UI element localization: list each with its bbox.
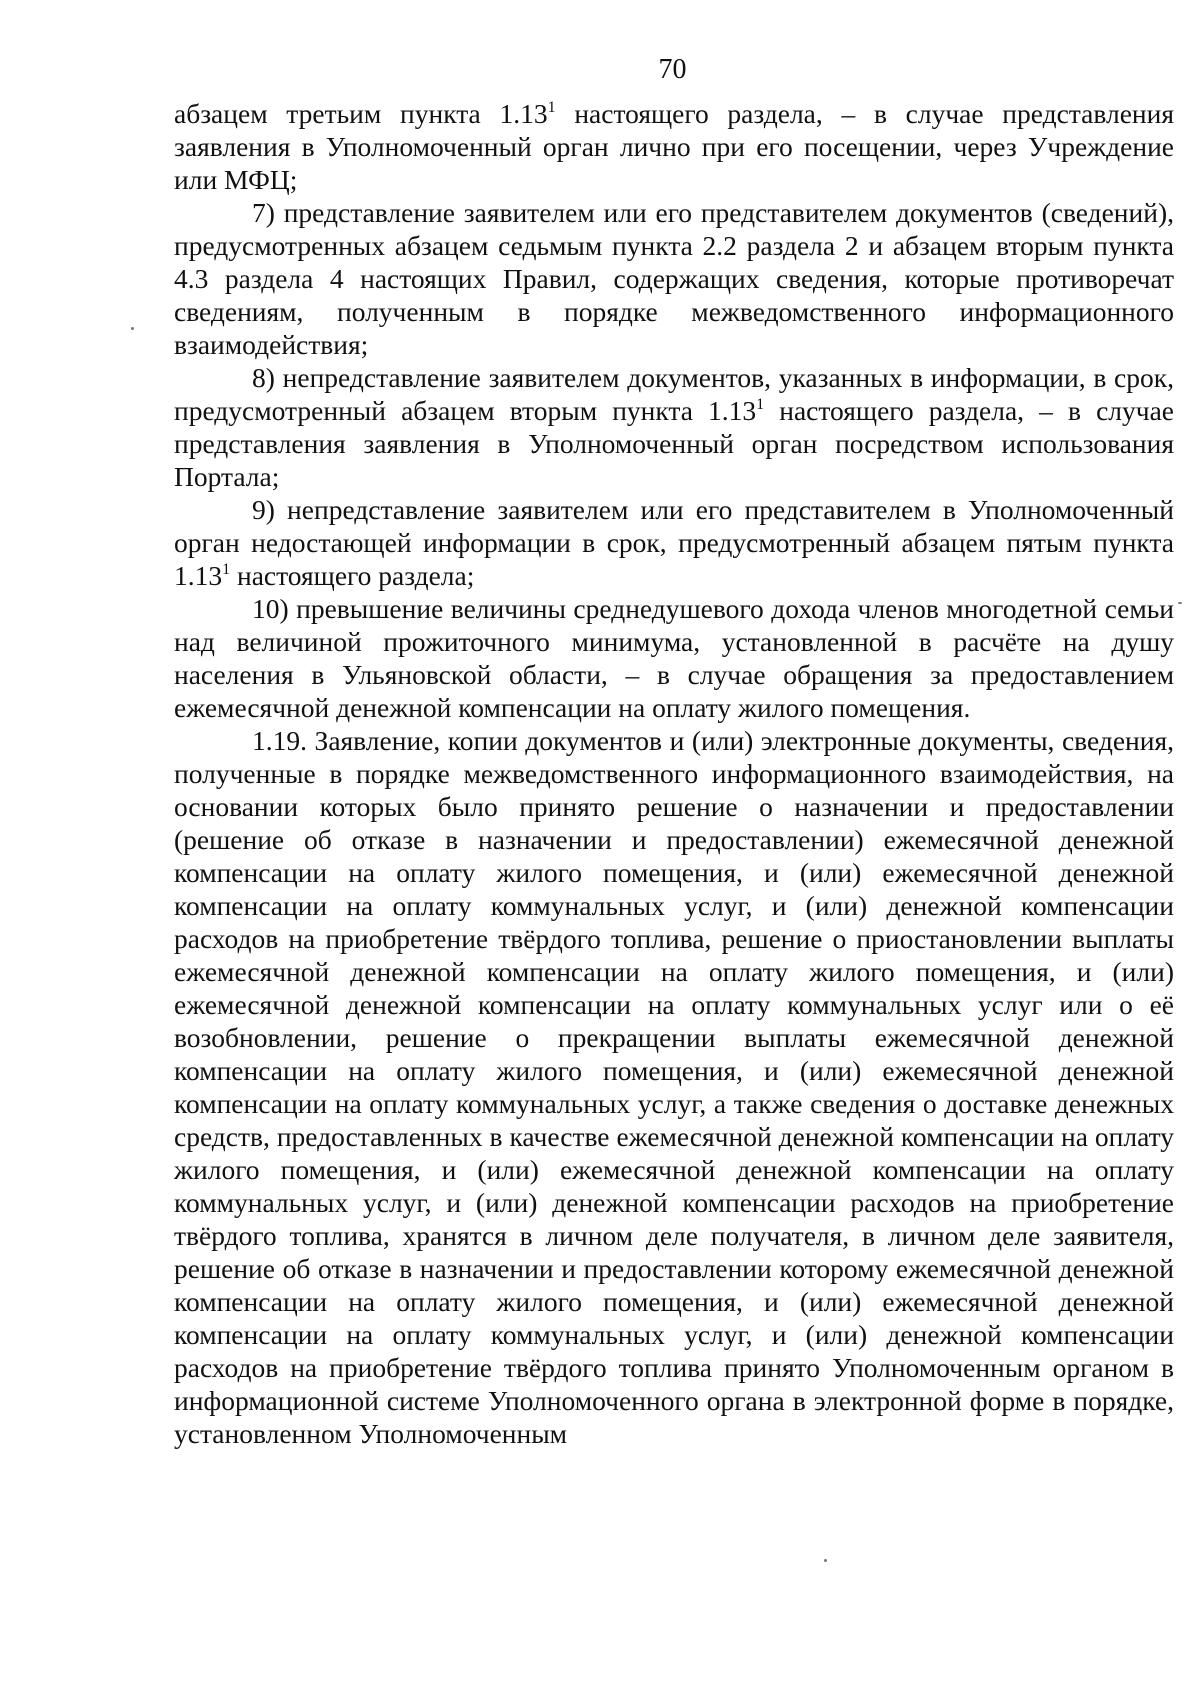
paragraph-text: абзацем третьим пункта 1.13 xyxy=(174,98,548,129)
paragraph-clause-1-19 xyxy=(174,724,1174,1450)
paragraph-text: 9) непредставление заявителем или его представителем в Уполномоченный орган недостающей информации в срок, предусмотренный абзацем пятым пункта 1.13 xyxy=(174,494,1174,591)
superscript-index: 1 xyxy=(222,561,231,578)
paragraph-text: настоящего раздела, – в случае представления заявления в Уполномоченный орган лично при его посещении, через Учреждение или МФЦ; xyxy=(174,98,1174,195)
paragraph-text: настоящего раздела, – в случае представления заявления в Уполномоченный орган посредством использования Портала; xyxy=(174,395,1174,492)
paragraph-text: 1.19. Заявление, копии документов и (или) электронные документы, сведения, полученные в порядке межведомственного информационного взаимодействия, на основании которых было принято решение о назначении и предоставлении (решение об отказе в назначении и предоставлении) ежемесячной денежной компенсации на оплату жилого помещения, и (или) ежемесячной денежной компенсации на оплату коммунальных услуг, и (или) денежной компенсации расходов на приобретение твёрдого топлива, решение о приостановлении выплаты ежемесячной денежной компенсации на оплату жилого помещения, и (или) ежемесячной денежной компенсации на оплату коммунальных услуг или о её возобновлении, решение о прекращении выплаты ежемесячной денежной компенсации на оплату жилого помещения, и (или) ежемесячной денежной компенсации на оплату коммунальных услуг, а также сведения о доставке денежных средств, предоставленных в качестве ежемесячной денежной компенсации на оплату жилого помещения, и (или) ежемесячной денежной компенсации на оплату коммунальных услуг, и (или) денежной компенсации расходов на приобретение твёрдого топлива, хранятся в личном деле получателя, в личном деле заявителя, решение об отказе в назначении и предоставлении которому ежемесячной денежной компенсации на оплату жилого помещения, и (или) ежемесячной денежной компенсации на оплату коммунальных услуг, и (или) денежной компенсации расходов на приобретение твёрдого топлива принято Уполномоченным органом в информационной системе Уполномоченного органа в электронной форме в порядке, установленном Уполномоченным xyxy=(174,725,1174,1449)
paragraph-text: 8) непредставление заявителем документов, указанных в информации, в срок, предусмотренный абзацем вторым пункта 1.13 xyxy=(174,362,1174,426)
paragraph-item-8 xyxy=(174,361,1174,493)
scan-speck xyxy=(1178,602,1182,604)
page-number: 70 xyxy=(658,54,687,85)
superscript-index: 1 xyxy=(756,396,765,413)
scan-speck xyxy=(824,1559,827,1562)
paragraph-text: 10) превышение величины среднедушевого дохода членов многодетной семьи над величиной прожиточного минимума, установленной в расчёте на душу населения в Ульяновской области, – в случае обращения за предоставлением ежемесячной денежной компенсации на оплату жилого помещения. xyxy=(174,593,1174,723)
paragraph-item-10 xyxy=(174,592,1174,724)
scan-speck xyxy=(131,327,134,330)
document-body xyxy=(174,97,1174,1450)
paragraph-text: 7) представление заявителем или его представителем документов (сведений), предусмотренных абзацем седьмым пункта 2.2 раздела 2 и абзацем вторым пункта 4.3 раздела 4 настоящих Правил, содержащих сведения, которые противоречат сведениям, полученным в порядке межведомственного информационного взаимодействия; xyxy=(174,197,1174,360)
paragraph-item-7 xyxy=(174,196,1174,361)
paragraph-text: настоящего раздела; xyxy=(230,560,475,591)
superscript-index: 1 xyxy=(547,99,556,116)
paragraph-continuation xyxy=(174,97,1174,196)
paragraph-item-9 xyxy=(174,493,1174,592)
